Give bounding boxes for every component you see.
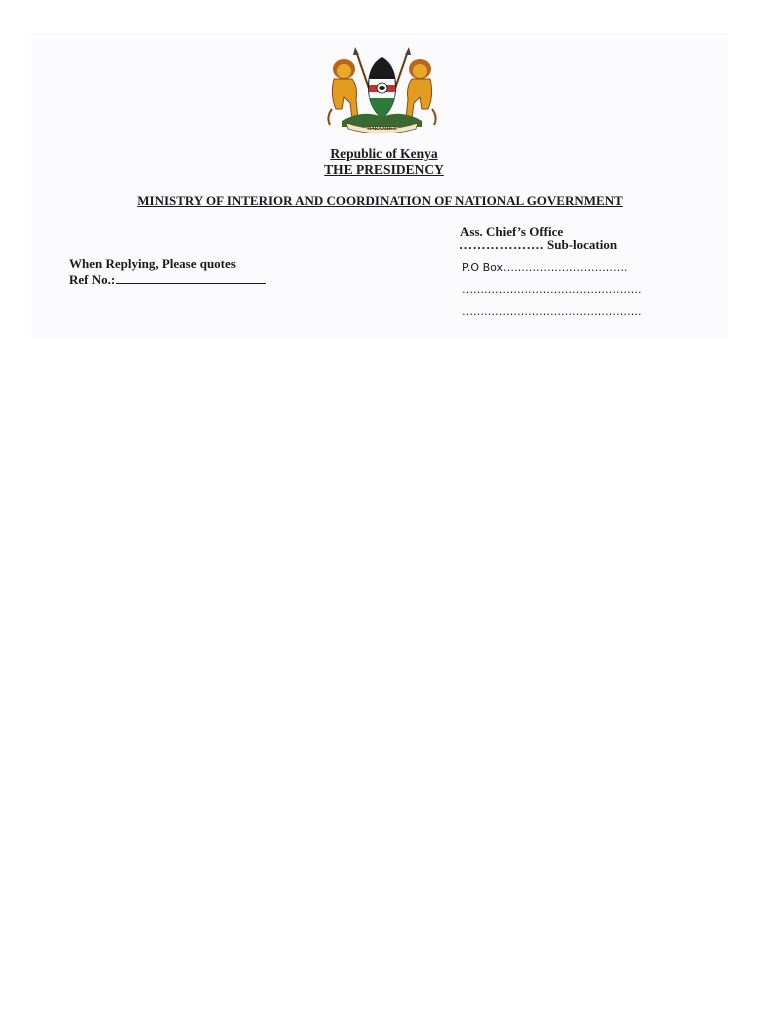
kenya-coat-of-arms-icon (322, 47, 442, 133)
ref-number-blank (116, 271, 266, 284)
right-lion-icon (406, 59, 436, 125)
sublocation-dots: ………………. (459, 237, 544, 252)
presidency-title: THE PRESIDENCY (324, 162, 444, 177)
address-line-1: …………………………………………. (462, 283, 642, 296)
motto-text: HARAMBEE (367, 127, 397, 132)
address-line-2: …………………………………………. (462, 305, 642, 318)
left-lion-icon (328, 59, 358, 125)
shield-icon (368, 57, 396, 119)
sublocation-line (459, 237, 617, 253)
coat-of-arms-icon (322, 47, 442, 133)
ref-number-line (69, 271, 266, 288)
sublocation-label: Sub-location (547, 237, 618, 252)
po-box-line: P.O Box……………………………. (462, 261, 628, 274)
ref-number-label: Ref No.: (69, 272, 116, 287)
reply-note: When Replying, Please quotes (69, 256, 236, 271)
ministry-title: MINISTRY OF INTERIOR AND COORDINATION OF NATIONAL GOVERNMENT (137, 193, 623, 208)
office-title: Ass. Chief’s Office (460, 224, 564, 239)
republic-title: Republic of Kenya (330, 146, 438, 161)
